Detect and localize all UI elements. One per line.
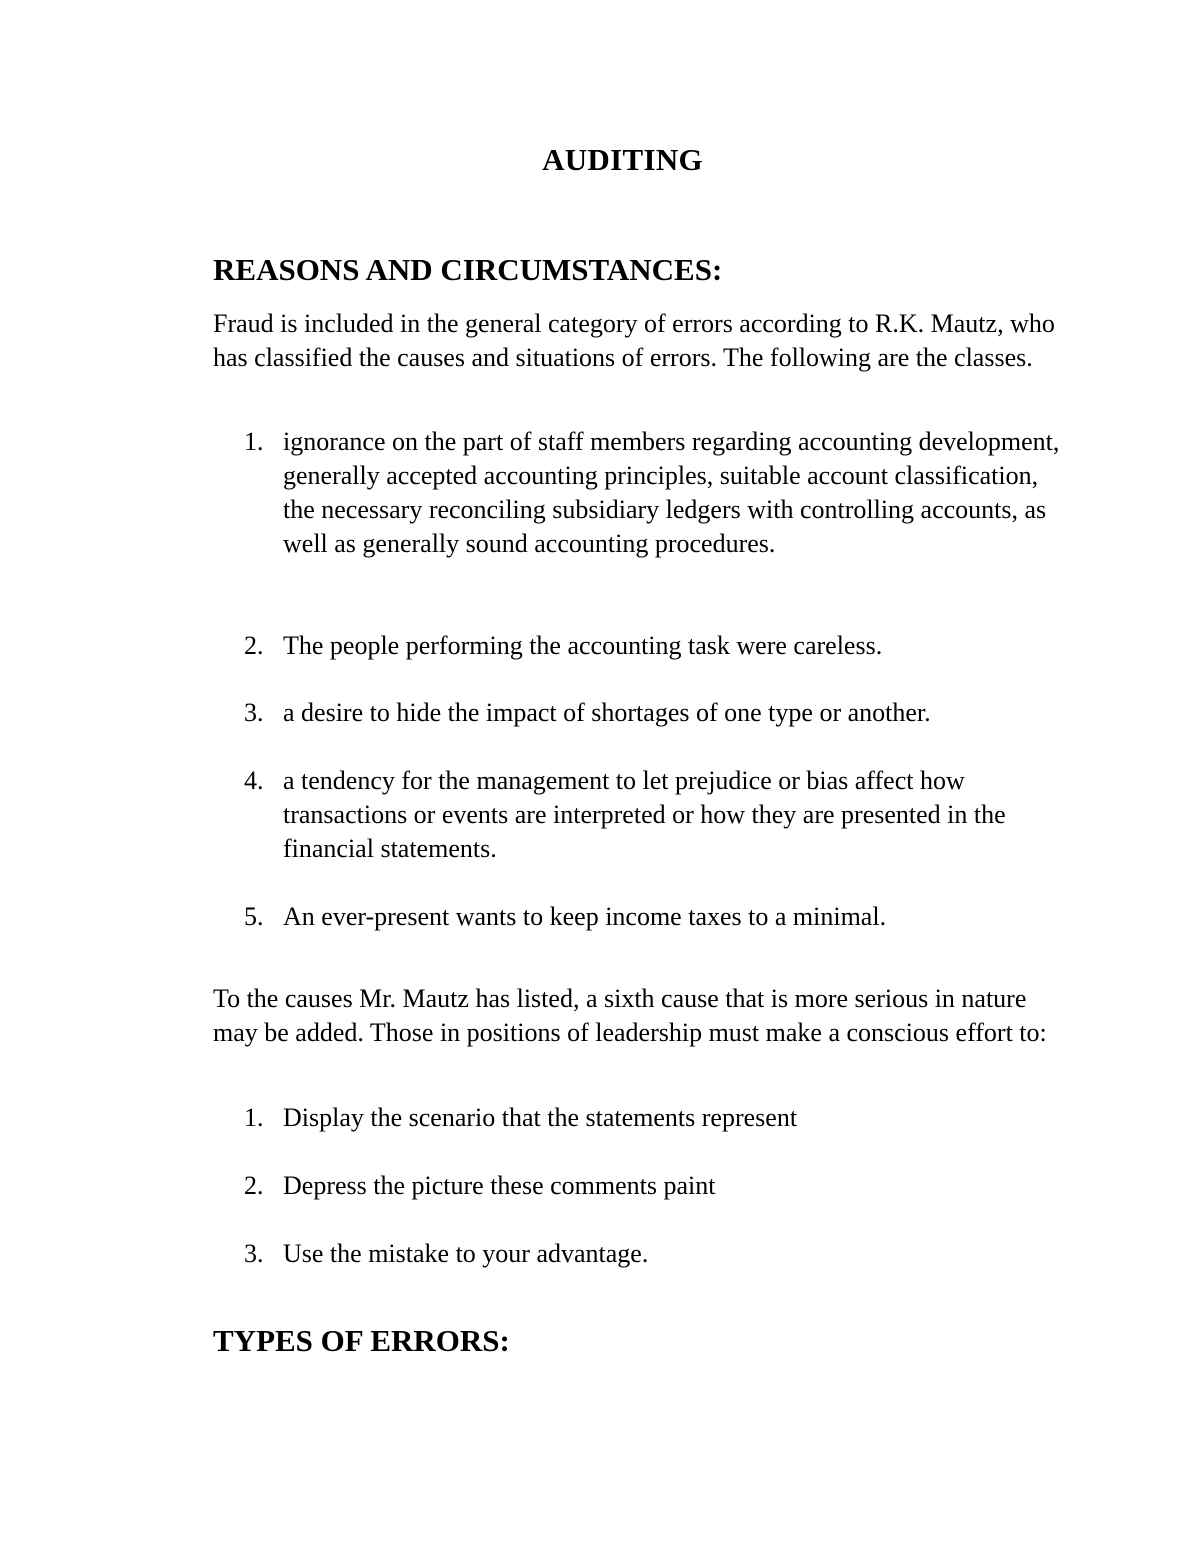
intro-paragraph: Fraud is included in the general category of errors according to R.K. Mautz, who has classified the causes and situations of errors. The following are the classes. bbox=[213, 309, 1055, 372]
list-item-text: ignorance on the part of staff members regarding accounting development, generally accepted accounting principles, suitable account classification, the necessary reconciling subsidiary ledgers with controlling accounts, as well as generally sound accounting procedures. bbox=[283, 427, 1060, 558]
list-item-number: 1. bbox=[244, 427, 264, 456]
list-item-text: Depress the picture these comments paint bbox=[283, 1171, 716, 1200]
list-item-number: 1. bbox=[244, 1103, 264, 1132]
list-item-number: 4. bbox=[244, 766, 264, 795]
section-heading-reasons: REASONS AND CIRCUMSTANCES: bbox=[213, 252, 723, 287]
section-heading-types-of-errors: TYPES OF ERRORS: bbox=[213, 1323, 510, 1358]
list-item-text: Use the mistake to your advantage. bbox=[283, 1239, 649, 1268]
list-item-number: 3. bbox=[244, 1239, 264, 1268]
list-item-text: a tendency for the management to let prejudice or bias affect how transactions or events are interpreted or how they are presented in the financial statements. bbox=[283, 766, 1006, 863]
document-title: AUDITING bbox=[542, 142, 703, 177]
list-item-text: An ever-present wants to keep income taxes to a minimal. bbox=[283, 902, 887, 931]
list-item-number: 2. bbox=[244, 1171, 264, 1200]
list-item-number: 2. bbox=[244, 631, 264, 660]
list-item-number: 3. bbox=[244, 698, 264, 727]
list-item-text: The people performing the accounting task were careless. bbox=[283, 631, 883, 660]
list-item-text: Display the scenario that the statements represent bbox=[283, 1103, 798, 1132]
sixth-cause-paragraph: To the causes Mr. Mautz has listed, a sixth cause that is more serious in nature may be added. Those in positions of leadership must make a conscious effort to: bbox=[213, 984, 1047, 1047]
list-item-text: a desire to hide the impact of shortages of one type or another. bbox=[283, 698, 931, 727]
list-item-number: 5. bbox=[244, 902, 264, 931]
